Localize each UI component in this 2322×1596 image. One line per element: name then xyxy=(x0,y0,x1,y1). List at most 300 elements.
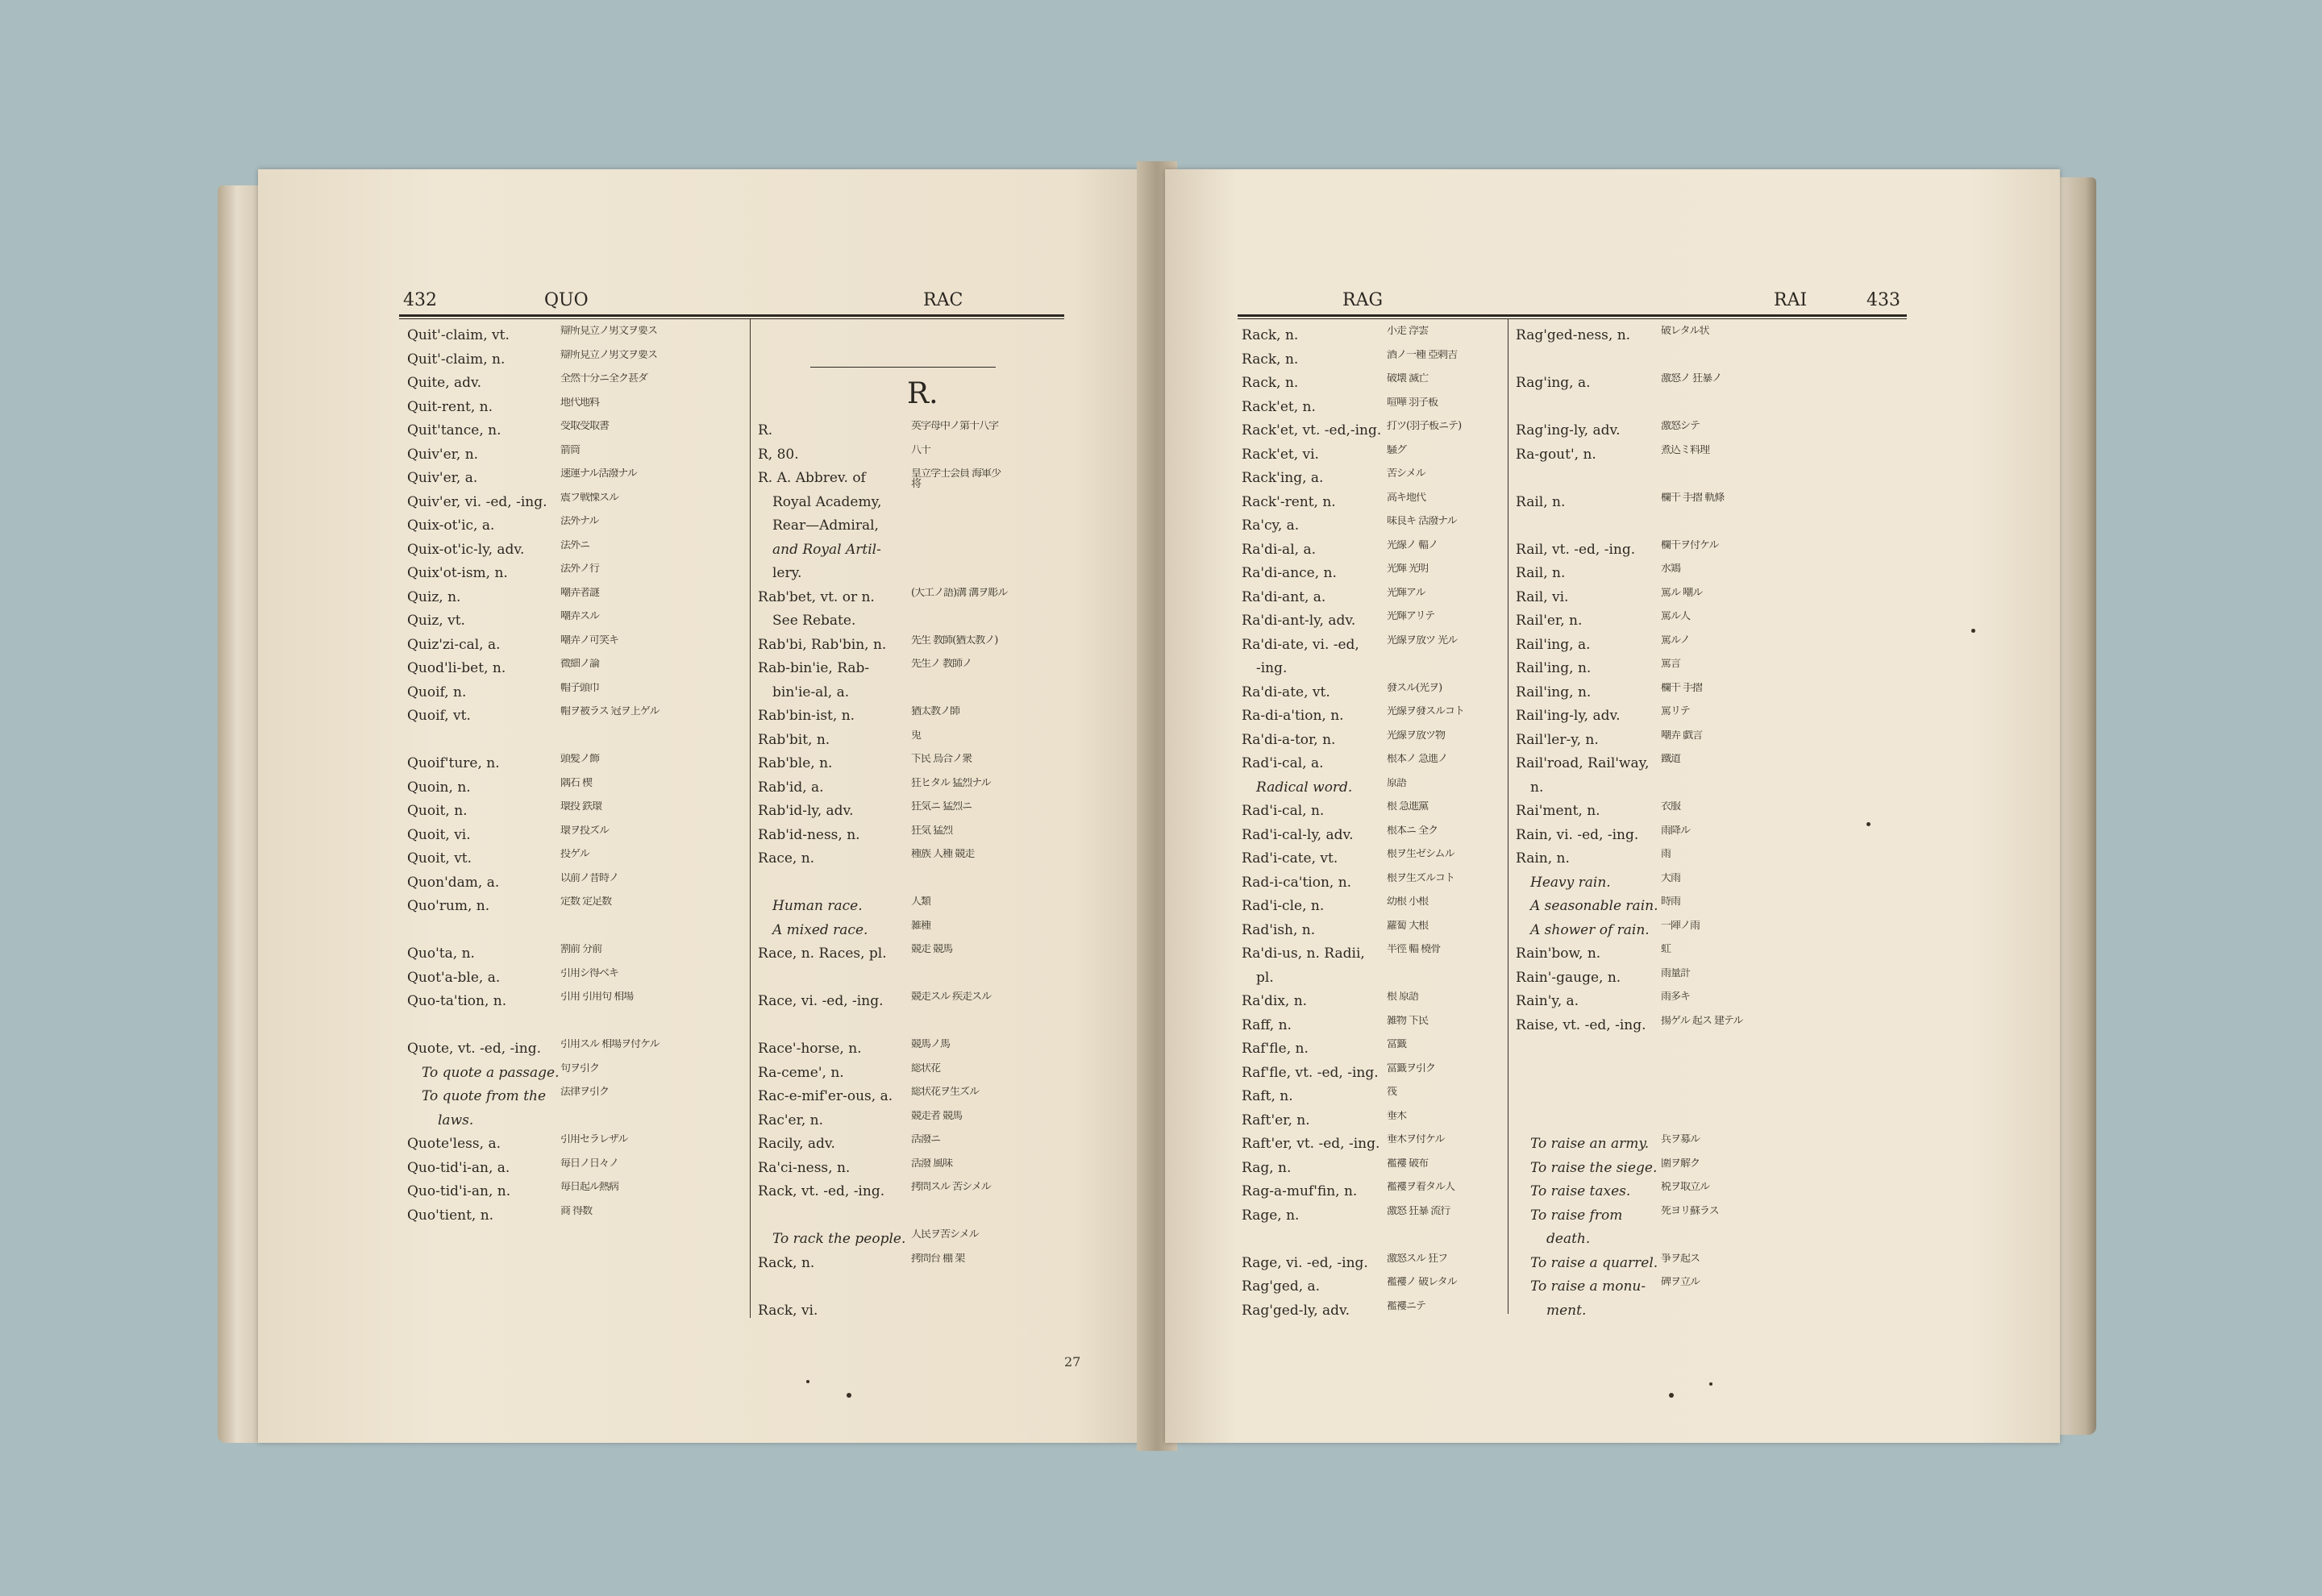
headword: Rag'ged-ness, n. xyxy=(1516,327,1631,343)
japanese-definition: 光線ノ 輻ノ xyxy=(1387,539,1438,551)
entry-row xyxy=(758,1275,1064,1299)
stitch-hole xyxy=(1709,1382,1712,1386)
entry-row xyxy=(1516,1252,1887,1276)
japanese-definition: 欄干 手摺 軌條 xyxy=(1661,492,1725,504)
entry-row xyxy=(1516,419,1887,443)
entry-row xyxy=(758,1062,1064,1086)
entry-row xyxy=(1516,942,1887,966)
headword: Rack, n. xyxy=(1242,375,1299,391)
japanese-definition: 激怒スル 狂フ xyxy=(1387,1253,1448,1265)
headword: To raise taxes. xyxy=(1530,1183,1631,1199)
japanese-definition: 帽子頭巾 xyxy=(560,682,600,694)
entry-row xyxy=(758,1157,1064,1181)
headword: Rag'ing-ly, adv. xyxy=(1516,422,1621,438)
headword: Rain'y, a. xyxy=(1516,993,1579,1009)
headword: Race, vi. -ed, -ing. xyxy=(758,993,884,1009)
headword: Rack, n. xyxy=(1242,351,1299,368)
headword: Quo-tid'i-an, n. xyxy=(407,1183,511,1199)
japanese-definition: 全然十分ニ全ク甚ダ xyxy=(560,373,648,384)
headword: Ra'di-ate, vt. xyxy=(1242,684,1330,700)
headword: Rain'bow, n. xyxy=(1516,946,1601,962)
entry-row xyxy=(1516,1085,1887,1109)
japanese-definition: 嘲弄ノ可笑キ xyxy=(560,634,619,646)
headword: Ra'di-al, a. xyxy=(1242,541,1316,558)
entry-row xyxy=(1516,895,1887,919)
headword: Heavy rain. xyxy=(1530,874,1611,891)
entry-row xyxy=(1516,776,1887,800)
japanese-definition: 引用スル 相場ヲ付ケル xyxy=(560,1039,660,1050)
headword: Quiv'er, vi. -ed, -ing. xyxy=(407,493,547,510)
japanese-definition: 受取受取書 xyxy=(560,421,610,432)
japanese-definition: 定数 定足数 xyxy=(560,896,612,908)
headword: Rain'-gauge, n. xyxy=(1516,969,1621,986)
entry-row xyxy=(1516,586,1887,610)
headword: Quiz'zi-cal, a. xyxy=(407,636,501,653)
ink-spot xyxy=(1866,822,1870,826)
entry-row xyxy=(758,657,1064,681)
japanese-definition: 光線ヲ發スルコト xyxy=(1387,706,1465,717)
japanese-definition: 光線ヲ放ツ物 xyxy=(1387,729,1446,742)
japanese-definition: 雑種 xyxy=(911,920,931,932)
headword: Rab'ble, n. xyxy=(758,755,833,771)
headword: R. A. Abbrev. of xyxy=(758,470,866,486)
japanese-definition: 光輝アリテ xyxy=(1387,611,1435,622)
entry-row xyxy=(1516,514,1887,538)
japanese-definition: 隅石 楔 xyxy=(560,777,593,789)
headword: Ra'cy, a. xyxy=(1242,517,1300,534)
headword: Quiz, vt. xyxy=(407,613,465,629)
japanese-definition: 富籤 xyxy=(1387,1039,1407,1050)
headword: Rac-e-mif'er-ous, a. xyxy=(758,1088,893,1104)
japanese-definition: 光輝 光明 xyxy=(1387,563,1429,575)
headword: Race, n. xyxy=(758,850,815,867)
japanese-definition: 根ヲ生ズルコト xyxy=(1387,872,1455,884)
japanese-definition: 一陣ノ雨 xyxy=(1661,920,1700,932)
headword: Rail, vt. -ed, -ing. xyxy=(1516,541,1636,558)
japanese-definition: 狂気ニ 猛烈ニ xyxy=(911,801,972,813)
entry-row xyxy=(1516,562,1887,586)
entry-row xyxy=(1516,372,1887,396)
japanese-definition: 辯所見立ノ男文ヲ要ス xyxy=(560,349,658,361)
headword: Rage, n. xyxy=(1242,1207,1300,1224)
entry-row xyxy=(1516,919,1887,943)
entry-row xyxy=(1516,752,1887,776)
entry-row xyxy=(1516,1180,1887,1204)
headword: Rab'bit, n. xyxy=(758,731,830,748)
japanese-definition: 拷問スル 苦シメル xyxy=(911,1182,991,1193)
entry-row xyxy=(758,824,1064,848)
japanese-definition: 毎日ノ日々ノ xyxy=(560,1158,619,1170)
headword: Quo'ta, n. xyxy=(407,946,475,962)
headword: Rack, n. xyxy=(1242,327,1299,343)
japanese-definition: 垂木ヲ付ケル xyxy=(1387,1134,1445,1145)
entry-row xyxy=(1516,966,1887,991)
headword: Rad'i-cal, n. xyxy=(1242,803,1325,819)
headword: Quiv'er, a. xyxy=(407,470,478,486)
headword: Raf'fle, n. xyxy=(1242,1041,1309,1057)
entry-row xyxy=(1516,871,1887,896)
headword: Rail'ing-ly, adv. xyxy=(1516,708,1621,724)
japanese-definition: 競走者 競馬 xyxy=(911,1110,963,1122)
japanese-definition: 襤褸ニテ xyxy=(1387,1300,1426,1312)
headword: To quote a passage. xyxy=(422,1064,560,1081)
japanese-definition: 兵ヲ募ル xyxy=(1661,1134,1700,1145)
entry-row xyxy=(407,348,826,372)
headword: Rab'bet, vt. or n. xyxy=(758,588,875,605)
headword: Raft, n. xyxy=(1242,1088,1293,1104)
japanese-definition: 高キ地代 xyxy=(1387,492,1426,504)
japanese-definition: 罵ルノ xyxy=(1661,634,1690,646)
japanese-definition: 人類 xyxy=(911,896,931,908)
japanese-definition: 法外ノ行 xyxy=(560,563,600,575)
japanese-definition: 富籤ヲ引ク xyxy=(1387,1062,1436,1074)
head-word-right: RAI xyxy=(1774,290,1808,310)
headword: Rear—Admiral, xyxy=(772,517,879,534)
japanese-definition: 雑物 下民 xyxy=(1387,1015,1429,1027)
headword: Raft'er, n. xyxy=(1242,1112,1310,1128)
headword: Rail'er, n. xyxy=(1516,613,1583,629)
headword: To raise from xyxy=(1530,1207,1623,1224)
headword: To raise a quarrel. xyxy=(1530,1254,1658,1271)
entry-row xyxy=(1516,634,1887,658)
headword: Raff, n. xyxy=(1242,1016,1292,1033)
japanese-definition: 原語 xyxy=(1387,777,1407,789)
headword: Rail'ler-y, n. xyxy=(1516,731,1599,748)
japanese-definition: 猶太教ノ師 xyxy=(911,706,960,717)
entry-row xyxy=(758,491,1064,515)
japanese-definition: 英字母中ノ第十八字 xyxy=(911,421,999,432)
entry-row xyxy=(1516,1275,1887,1299)
japanese-definition: 人民ヲ苦シメル xyxy=(911,1229,979,1241)
entry-row xyxy=(1516,348,1887,372)
japanese-definition: 鐵道 xyxy=(1661,754,1681,765)
japanese-definition: 法外ニ xyxy=(560,539,590,551)
entry-row xyxy=(758,514,1064,538)
entry-row xyxy=(407,324,826,348)
entry-row xyxy=(1516,800,1887,824)
entry-row xyxy=(1516,538,1887,563)
headword: Ra-di-a'tion, n. xyxy=(1242,708,1344,724)
headword: R. xyxy=(758,422,773,438)
headword: Rab-bin'ie, Rab- xyxy=(758,660,870,676)
headword: Rag'ged-ly, adv. xyxy=(1242,1302,1350,1319)
entry-row xyxy=(758,990,1064,1014)
japanese-definition: 破レタル状 xyxy=(1661,326,1709,337)
head-word-left: RAG xyxy=(1342,290,1384,310)
japanese-definition: 法律ヲ引ク xyxy=(560,1087,610,1098)
entry-row xyxy=(1516,1228,1887,1252)
japanese-definition: 総状花ヲ生ズル xyxy=(911,1087,980,1098)
japanese-definition: 大雨 xyxy=(1661,872,1681,884)
headword: Rac'er, n. xyxy=(758,1112,823,1128)
japanese-definition: 狂気 猛烈 xyxy=(911,825,953,837)
open-book xyxy=(218,161,2096,1451)
head-word-left: QUO xyxy=(544,290,589,310)
entry-row xyxy=(758,1109,1064,1133)
headword: Rai'ment, n. xyxy=(1516,803,1600,819)
entry-row xyxy=(1516,443,1887,468)
entry-row xyxy=(758,1228,1064,1252)
entry-row xyxy=(1516,704,1887,729)
headword: Rack'-rent, n. xyxy=(1242,493,1336,510)
entry-row xyxy=(758,776,1064,800)
headword: Quoif'ture, n. xyxy=(407,755,500,771)
headword: R, 80. xyxy=(758,446,799,463)
headword: Ra'di-us, n. Radii, xyxy=(1242,946,1365,962)
japanese-definition: 衣服 xyxy=(1661,801,1681,813)
japanese-definition: 苦シメル xyxy=(1387,468,1425,480)
entry-row xyxy=(758,800,1064,824)
headword: Rail, vi. xyxy=(1516,588,1569,605)
japanese-definition: 箭筒 xyxy=(560,444,580,456)
stitch-hole xyxy=(806,1380,809,1383)
headword: Rab'bin-ist, n. xyxy=(758,708,855,724)
japanese-definition: 総状花 xyxy=(911,1062,941,1074)
japanese-definition: 碑ヲ立ル xyxy=(1661,1277,1700,1288)
entry-row xyxy=(1516,1037,1887,1062)
entry-row xyxy=(758,467,1064,491)
japanese-definition: 活潑 風味 xyxy=(911,1158,953,1170)
japanese-definition: 環投 鉄環 xyxy=(560,801,602,813)
headword: Human race. xyxy=(772,898,863,914)
headword: Rad'i-cate, vt. xyxy=(1242,850,1338,867)
headword: Rage, vi. -ed, -ing. xyxy=(1242,1254,1368,1271)
japanese-definition: 幼根 小根 xyxy=(1387,896,1429,908)
japanese-definition: 引用 引用句 相場 xyxy=(560,991,634,1003)
entry-row xyxy=(758,1037,1064,1062)
left-column-2 xyxy=(758,419,1064,1323)
japanese-definition: 喧嘩 羽子板 xyxy=(1387,397,1438,409)
header-rule xyxy=(399,314,1064,319)
entry-row xyxy=(1516,1157,1887,1181)
japanese-definition: 環ヲ投ズル xyxy=(560,825,610,837)
japanese-definition: 死ヨリ蘇ラス xyxy=(1661,1205,1719,1217)
headword: Rail'ing, n. xyxy=(1516,684,1592,700)
headword: Rad'i-cal, a. xyxy=(1242,755,1324,771)
japanese-definition: 激怒シテ xyxy=(1661,421,1700,432)
headword: Rag-a-muf'fin, n. xyxy=(1242,1183,1358,1199)
japanese-definition: 雨量計 xyxy=(1661,967,1691,979)
japanese-definition: 毎日起ル熱病 xyxy=(560,1182,619,1193)
entry-row xyxy=(758,919,1064,943)
headword: Quoin, n. xyxy=(407,779,471,796)
headword: Quit'tance, n. xyxy=(407,422,501,438)
headword: Rab'id, a. xyxy=(758,779,824,796)
japanese-definition: 割前 分前 xyxy=(560,944,602,955)
headword: Ra'dix, n. xyxy=(1242,993,1308,1009)
japanese-definition: 震フ戦慄スル xyxy=(560,492,619,504)
japanese-definition: 打ツ(羽子板ニテ) xyxy=(1387,421,1462,432)
headword: Quit'-claim, vt. xyxy=(407,327,510,343)
japanese-definition: 嘲弄スル xyxy=(560,611,600,622)
entry-row xyxy=(1516,847,1887,871)
headword: Rag'ing, a. xyxy=(1516,375,1591,391)
japanese-definition: 税ヲ取立ル xyxy=(1661,1182,1710,1193)
japanese-definition: 發スル(光ヲ) xyxy=(1387,682,1442,694)
entry-row xyxy=(1516,824,1887,848)
headword: Quo'tient, n. xyxy=(407,1207,494,1224)
page-number: 433 xyxy=(1866,290,1900,310)
japanese-definition: 投ゲル xyxy=(560,849,589,860)
japanese-definition: 根ヲ生ゼシムル xyxy=(1387,849,1454,860)
entry-row xyxy=(1516,1014,1887,1038)
headword: To raise a monu- xyxy=(1530,1278,1646,1295)
headword: Rack'ing, a. xyxy=(1242,470,1324,486)
headword: Rab'id-ness, n. xyxy=(758,826,860,843)
headword: Rack, vi. xyxy=(758,1302,818,1319)
japanese-definition: 雨 xyxy=(1661,849,1671,860)
headword: Quiv'er, n. xyxy=(407,446,479,463)
japanese-definition: 八十 xyxy=(911,444,931,456)
headword: A mixed race. xyxy=(772,921,868,938)
japanese-definition: 騒グ xyxy=(1387,444,1407,456)
japanese-definition: 時雨 xyxy=(1661,896,1681,908)
japanese-definition: 根 原語 xyxy=(1387,991,1419,1003)
japanese-definition: 拷問台 棚 架 xyxy=(911,1253,965,1265)
headword: Quoit, vi. xyxy=(407,826,471,843)
headword: Raft'er, vt. -ed, -ing. xyxy=(1242,1136,1380,1152)
entry-row xyxy=(758,752,1064,776)
headword: Quon'dam, a. xyxy=(407,874,500,891)
right-column-2 xyxy=(1516,324,1887,1323)
headword: lery. xyxy=(772,565,802,581)
japanese-definition: 水鶏 xyxy=(1661,563,1681,575)
page-edges-right xyxy=(2060,177,2096,1435)
japanese-definition: 活潑ニ xyxy=(911,1134,941,1145)
japanese-definition: 競走 競馬 xyxy=(911,944,953,955)
japanese-definition: 圍ヲ解ク xyxy=(1661,1158,1700,1170)
headword: To raise an army. xyxy=(1530,1136,1650,1152)
headword: A shower of rain. xyxy=(1530,921,1650,938)
japanese-definition: 欄干 手摺 xyxy=(1661,682,1703,694)
headword: Rack'et, vi. xyxy=(1242,446,1319,463)
headword: To rack the people. xyxy=(772,1231,906,1247)
entry-row xyxy=(758,1014,1064,1038)
section-rule xyxy=(810,367,996,368)
entry-row xyxy=(1516,491,1887,515)
entry-row xyxy=(758,847,1064,871)
headword: Rad-i-ca'tion, n. xyxy=(1242,874,1352,891)
japanese-definition: 法外ナル xyxy=(560,516,599,527)
signature-mark: 27 xyxy=(1064,1354,1081,1369)
headword: Quote, vt. -ed, -ing. xyxy=(407,1041,541,1057)
headword: Quote'less, a. xyxy=(407,1136,501,1152)
headword: Rad'i-cal-ly, adv. xyxy=(1242,826,1354,843)
japanese-definition: 欄干ヲ付ケル xyxy=(1661,539,1719,551)
japanese-definition: 辯所見立ノ男文ヲ要ス xyxy=(560,326,658,337)
header-rule xyxy=(1238,314,1907,319)
left-page-header xyxy=(258,290,1145,314)
stitch-hole xyxy=(847,1393,851,1398)
column-divider xyxy=(750,318,751,1318)
entry-row xyxy=(758,681,1064,705)
headword: Quix-ot'ic, a. xyxy=(407,517,495,534)
japanese-definition: 速運ナル活潑ナル xyxy=(560,468,637,480)
headword: Rad'i-cle, n. xyxy=(1242,898,1325,914)
entry-row xyxy=(758,966,1064,991)
headword: Rail'road, Rail'way, xyxy=(1516,755,1650,771)
japanese-definition: 句ヲ引ク xyxy=(560,1062,600,1074)
japanese-definition: 根本ニ 全ク xyxy=(1387,825,1438,837)
headword: pl. xyxy=(1256,969,1274,986)
headword: Ra-ceme', n. xyxy=(758,1064,844,1081)
japanese-definition: 罵ル人 xyxy=(1661,611,1691,622)
headword: Rag'ged, a. xyxy=(1242,1278,1321,1295)
headword: Ra'di-a-tor, n. xyxy=(1242,731,1336,748)
headword: Quo'rum, n. xyxy=(407,898,490,914)
section-letter: R. xyxy=(907,377,938,410)
headword: Rab'bi, Rab'bin, n. xyxy=(758,636,887,653)
ink-spot xyxy=(1971,629,1975,633)
entry-row xyxy=(1516,1133,1887,1157)
headword: Quo-tid'i-an, a. xyxy=(407,1159,510,1176)
entry-row xyxy=(1516,324,1887,348)
entry-row xyxy=(758,942,1064,966)
entry-row xyxy=(758,704,1064,729)
headword: Quoif, n. xyxy=(407,684,467,700)
headword: Rail'ing, a. xyxy=(1516,636,1591,653)
headword: Quit-rent, n. xyxy=(407,398,493,415)
entry-row xyxy=(758,1133,1064,1157)
japanese-definition: 狂ヒタル 猛烈ナル xyxy=(911,777,991,789)
headword: Rab'id-ly, adv. xyxy=(758,803,854,819)
headword: Quiz, n. xyxy=(407,588,461,605)
entry-row xyxy=(758,729,1064,753)
japanese-definition: 半徑 輻 橈骨 xyxy=(1387,944,1441,955)
entry-row xyxy=(758,1299,1064,1324)
headword: Raf'fle, vt. -ed, -ing. xyxy=(1242,1064,1379,1081)
entry-row xyxy=(758,895,1064,919)
headword: Quoit, n. xyxy=(407,803,468,819)
headword: Raise, vt. -ed, -ing. xyxy=(1516,1016,1646,1033)
entry-row xyxy=(758,609,1064,634)
headword: Racily, adv. xyxy=(758,1136,835,1152)
headword: Quo-ta'tion, n. xyxy=(407,993,507,1009)
headword: Ra'di-ant, a. xyxy=(1242,588,1326,605)
entry-row xyxy=(758,1085,1064,1109)
headword: death. xyxy=(1546,1231,1591,1247)
japanese-definition: 頭髪ノ飾 xyxy=(560,754,600,765)
entry-row xyxy=(758,1204,1064,1228)
headword: To raise the siege. xyxy=(1530,1159,1658,1176)
japanese-definition: 兎 xyxy=(911,729,922,742)
japanese-definition: 根本ノ 急進ノ xyxy=(1387,754,1448,765)
entry-row xyxy=(758,634,1064,658)
japanese-definition: 破壊 滅亡 xyxy=(1387,373,1429,384)
headword: To quote from the xyxy=(422,1088,547,1104)
japanese-definition: 煮込ミ料理 xyxy=(1661,444,1710,456)
japanese-definition: 襤褸ノ 破レタル xyxy=(1387,1277,1457,1288)
headword: -ing. xyxy=(1256,660,1288,676)
headword: Rag, n. xyxy=(1242,1159,1292,1176)
headword: Ra'di-ance, n. xyxy=(1242,565,1337,581)
japanese-definition: 垂木 xyxy=(1387,1110,1407,1122)
entry-row xyxy=(1516,1109,1887,1133)
japanese-definition: 地代地料 xyxy=(560,397,600,409)
japanese-definition: (大工ノ語)溝 溝ヲ彫ル xyxy=(911,587,1008,599)
headword: Ra-gout', n. xyxy=(1516,446,1596,463)
entry-row xyxy=(758,419,1064,443)
headword: Radical word. xyxy=(1256,779,1353,796)
japanese-definition: 光輝アル xyxy=(1387,587,1425,599)
japanese-definition: 小走 浮雲 xyxy=(1387,326,1429,337)
headword: Royal Academy, xyxy=(772,493,882,510)
entry-row xyxy=(1516,1204,1887,1228)
headword: ment. xyxy=(1546,1302,1587,1319)
headword: Race, n. Races, pl. xyxy=(758,946,887,962)
headword: Rail, n. xyxy=(1516,493,1566,510)
japanese-definition: 根 急進黨 xyxy=(1387,801,1429,813)
